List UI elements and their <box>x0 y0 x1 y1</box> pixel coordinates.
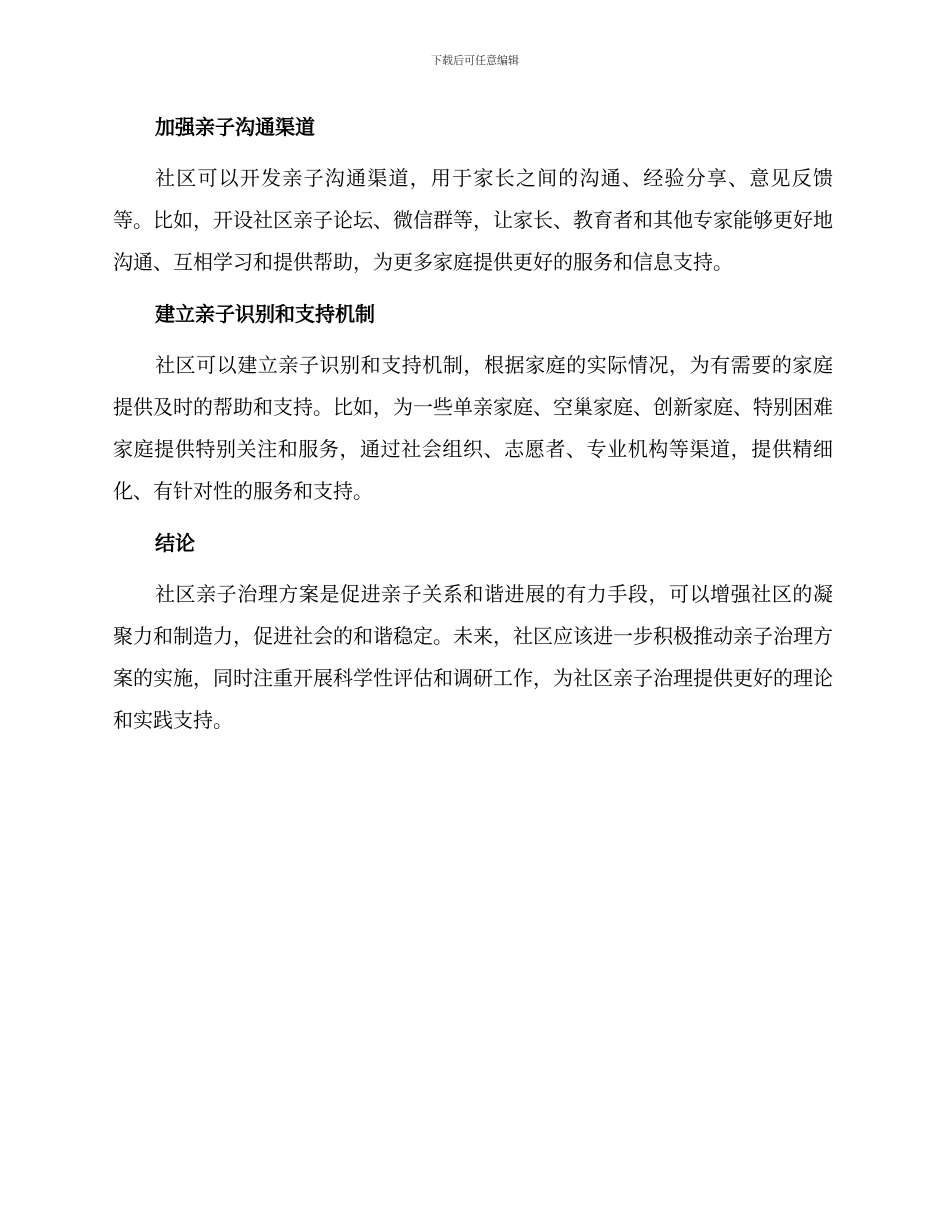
page-header: 下载后可任意编辑 <box>431 54 519 67</box>
section-heading-support-mechanism: 建立亲子识别和支持机制 <box>155 302 375 326</box>
section-paragraph-conclusion: 社区亲子治理方案是促进亲子关系和谐进展的有力手段，可以增强社区的凝聚力和制造力，促进社会的和谐稳定。未来，社区应该进一步积极推动亲子治理方案的实施，同时注重开展科学性评估和调研工作，为社区亲子治理提供更好的理论和实践支持。 <box>113 582 833 732</box>
section-heading-communication-channels: 加强亲子沟通渠道 <box>155 115 315 139</box>
section-paragraph-support-mechanism: 社区可以建立亲子识别和支持机制，根据家庭的实际情况，为有需要的家庭提供及时的帮助和支持。比如，为一些单亲家庭、空巢家庭、创新家庭、特别困难家庭提供特别关注和服务，通过社会组织、志愿者、专业机构等渠道，提供精细化、有针对性的服务和支持。 <box>113 353 833 503</box>
document-body <box>113 106 833 751</box>
section-heading-conclusion: 结论 <box>155 531 195 555</box>
section-paragraph-communication-channels: 社区可以开发亲子沟通渠道，用于家长之间的沟通、经验分享、意见反馈等。比如，开设社区亲子论坛、微信群等，让家长、教育者和其他专家能够更好地沟通、互相学习和提供帮助，为更多家庭提供更好的服务和信息支持。 <box>113 166 833 274</box>
